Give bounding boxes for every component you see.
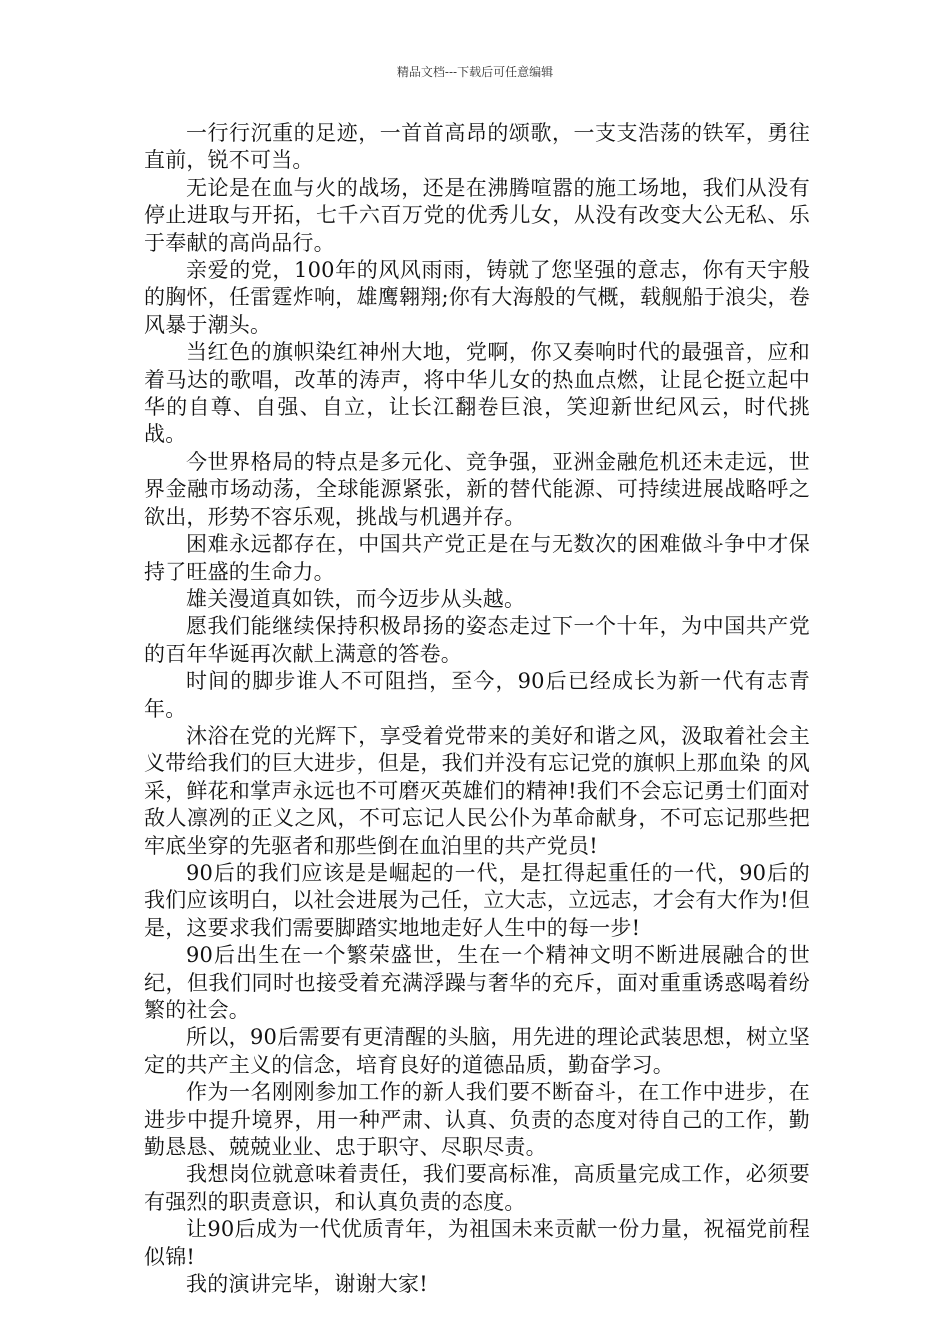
paragraph: 所以，90后需要有更清醒的头脑，用先进的理论武装思想，树立坚定的共产主义的信念，培育良好的道德品质，勤奋学习。	[144, 1025, 810, 1077]
paragraph: 让90后成为一代优质青年，为祖国未来贡献一份力量，祝福党前程似锦!	[144, 1217, 810, 1269]
paragraph: 90后的我们应该是是崛起的一代，是扛得起重任的一代，90后的我们应该明白，以社会进展为己任，立大志，立远志，才会有大作为!但是，这要求我们需要脚踏实地地走好人生中的每一步!	[144, 860, 810, 940]
paragraph: 我的演讲完毕，谢谢大家!	[186, 1272, 428, 1297]
paragraph: 时间的脚步谁人不可阻挡，至今，90后已经成长为新一代有志青年。	[144, 669, 810, 721]
paragraph: 沐浴在党的光辉下，享受着党带来的美好和谐之风，汲取着社会主义带给我们的巨大进步，但是，我们并没有忘记党的旗帜上那血染 的风采，鲜花和掌声永远也不可磨灭英雄们的精神!我们不会忘记勇士们面对敌人凛冽的正义之风，不可忘记人民公仆为革命献身，不可忘记那些把牢底坐穿的先驱者和那些倒在血泊里的共产党员!	[144, 723, 810, 858]
paragraph: 困难永远都存在，中国共产党正是在与无数次的困难做斗争中才保持了旺盛的生命力。	[144, 532, 810, 584]
article-body	[144, 120, 810, 1298]
paragraph: 愿我们能继续保持积极昂扬的姿态走过下一个十年，为中国共产党的百年华诞再次献上满意的答卷。	[144, 614, 810, 666]
paragraph: 90后出生在一个繁荣盛世，生在一个精神文明不断进展融合的世纪，但我们同时也接受着充满浮躁与奢华的充斥，面对重重诱惑喝着纷繁的社会。	[144, 943, 810, 1022]
paragraph: 当红色的旗帜染红神州大地，党啊，你又奏响时代的最强音，应和着马达的歌唱，改革的涛声，将中华儿女的热血点燃，让昆仑挺立起中华的自尊、自强、自立，让长江翻卷巨浪，笑迎新世纪风云，时代挑战。	[144, 340, 810, 447]
paragraph: 一行行沉重的足迹，一首首高昂的颂歌，一支支浩荡的铁军，勇往直前，锐不可当。	[144, 121, 810, 173]
paragraph: 我想岗位就意味着责任，我们要高标准，高质量完成工作，必须要有强烈的职责意识，和认真负责的态度。	[144, 1162, 810, 1214]
paragraph: 无论是在血与火的战场，还是在沸腾喧嚣的施工场地，我们从没有停止进取与开拓，七千六百万党的优秀儿女，从没有改变大公无私、乐于奉献的高尚品行。	[144, 175, 810, 255]
page-header: 精品文档---下载后可任意编辑	[396, 65, 554, 79]
paragraph: 亲爱的党，100年的风风雨雨，铸就了您坚强的意志，你有天宇般的胸怀，任雷霆炸响，雄鹰翱翔;你有大海般的气概，载舰船于浪尖，卷风暴于潮头。	[144, 258, 810, 337]
paragraph: 作为一名刚刚参加工作的新人我们要不断奋斗，在工作中进步，在进步中提升境界，用一种严肃、认真、负责的态度对待自己的工作，勤勤恳恳、兢兢业业、忠于职守、尽职尽责。	[144, 1080, 810, 1160]
paragraph: 今世界格局的特点是多元化、竞争强，亚洲金融危机还未走远，世界金融市场动荡，全球能源紧张，新的替代能源、可持续进展战略呼之欲出，形势不容乐观，挑战与机遇并存。	[144, 449, 810, 529]
paragraph: 雄关漫道真如铁，而今迈步从头越。	[186, 586, 526, 611]
